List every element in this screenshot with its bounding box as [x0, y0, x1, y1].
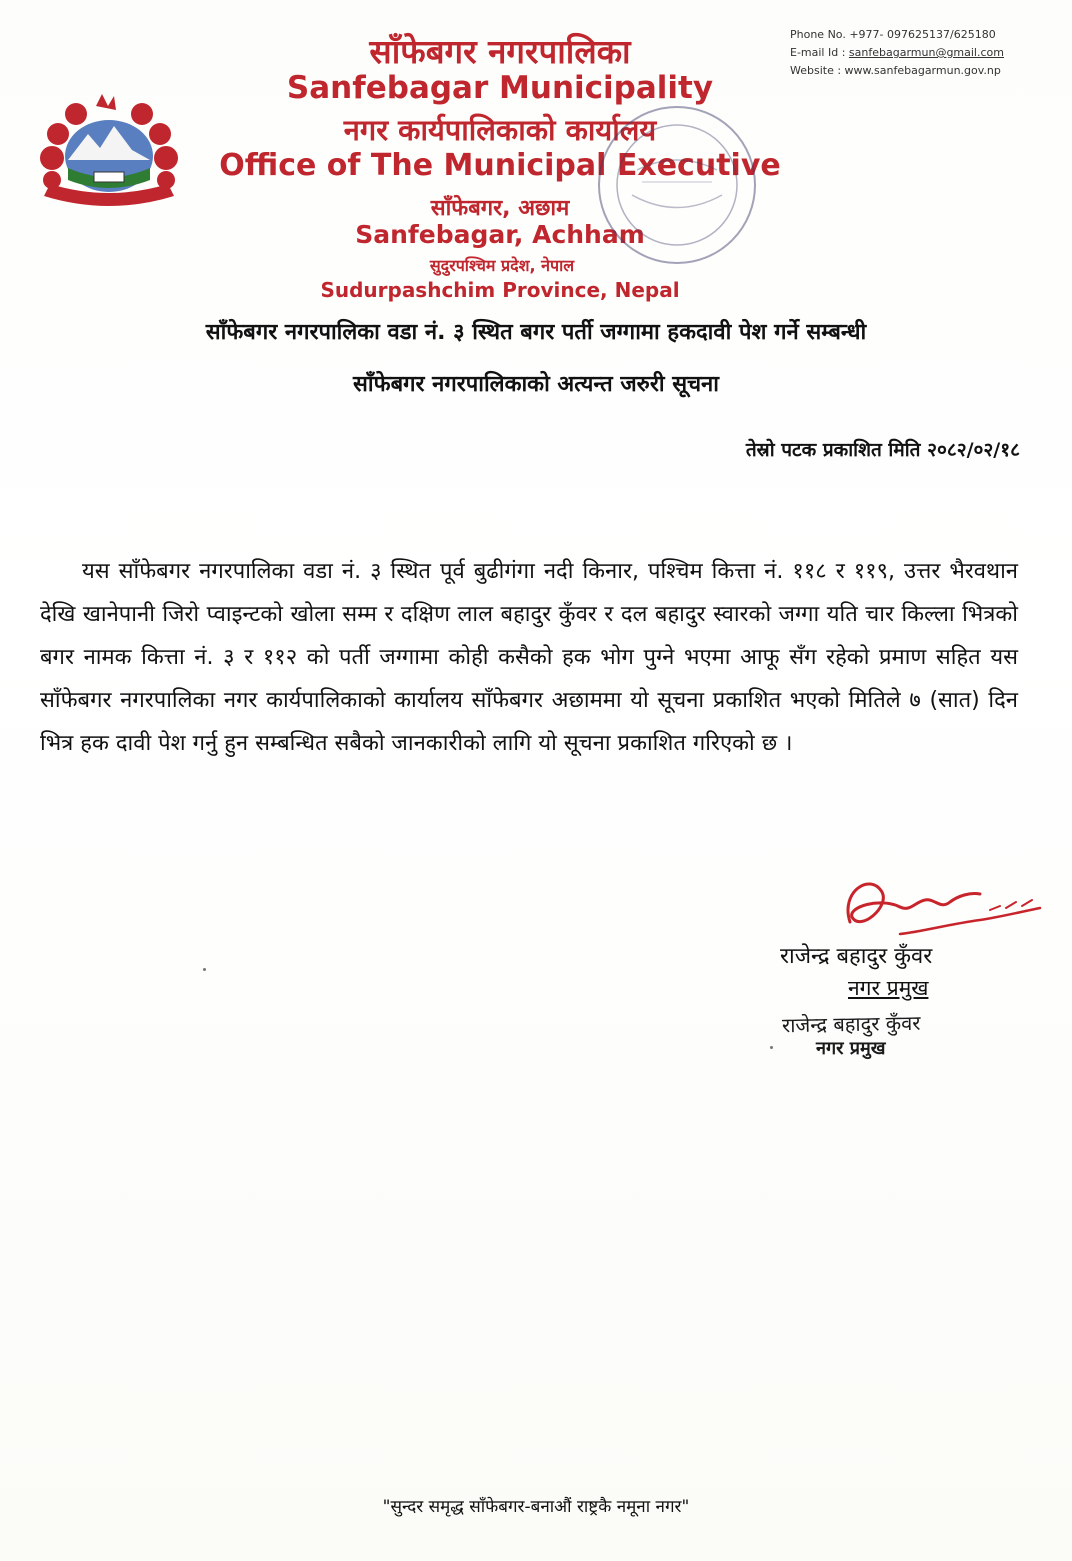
footer-motto: "सुन्दर समृद्ध साँफेबगर-बनाऔं राष्ट्रकै नमूना नगर" [382, 1497, 690, 1517]
contact-block [790, 26, 1004, 80]
email-label: E-mail Id : [790, 46, 849, 59]
published-date: तेस्रो पटक प्रकाशित मिति २०८२/०२/१८ [745, 439, 1020, 461]
office-stamp-icon [592, 100, 762, 270]
location-np: साँफेबगर, अछाम [430, 196, 570, 221]
municipality-name-np: साँफेबगर नगरपालिका [369, 32, 631, 71]
ink-speck [203, 968, 206, 971]
notice-subject-line-2: साँफेबगर नगरपालिकाको अत्यन्त जरुरी सूचना [353, 372, 719, 397]
website-line[interactable]: Website : www.sanfebagarmun.gov.np [790, 64, 1001, 77]
municipality-name-en: Sanfebagar Municipality [286, 70, 714, 106]
province-np: सुदुरपश्चिम प्रदेश, नेपाल [429, 256, 575, 275]
signatory-name: राजेन्द्र बहादुर कुँवर [780, 944, 933, 969]
province-en: Sudurpashchim Province, Nepal [320, 278, 680, 302]
phone-number: Phone No. +977- 097625137/625180 [790, 28, 996, 41]
signatory-post: नगर प्रमुख [848, 976, 929, 1000]
nepal-emblem-icon [34, 88, 184, 216]
signatory-stamp-post: नगर प्रमुख [816, 1038, 886, 1059]
ink-speck [770, 1046, 773, 1049]
signatory-stamp-name: राजेन्द्र बहादुर कुँवर [781, 1010, 921, 1038]
email-line [790, 44, 1004, 62]
notice-subject-line-1: साँफेबगर नगरपालिका वडा नं. ३ स्थित बगर पर्ती जग्गामा हकदावी पेश गर्ने सम्बन्धी [205, 320, 867, 345]
location-en: Sanfebagar, Achham [355, 220, 645, 249]
office-name-np: नगर कार्यपालिकाको कार्यालय [343, 113, 657, 147]
office-name-en: Office of The Municipal Executive [219, 148, 781, 183]
signature-icon [830, 862, 1060, 952]
notice-body: यस साँफेबगर नगरपालिका वडा नं. ३ स्थित पूर्व बुढीगंगा नदी किनार, पश्चिम कित्ता नं. ११८ र ११९, उत्तर भैरवथान देखि खानेपानी जिरो प्वाइन्टको खोला सम्म र दक्षिण लाल बहादुर कुँवर र दल बहादुर स्वारको जग्गा यति चार किल्ला भित्रको बगर नामक कित्ता नं. ३ र ११२ को पर्ती जग्गामा कोही कसैको हक भोग पुग्ने भएमा आफू सँग रहेको प्रमाण सहित यस साँफेबगर नगरपालिका नगर कार्यपालिकाको कार्यालय साँफेबगर अछाममा यो सूचना प्रकाशित भएको मितिले ७ (सात) दिन भित्र हक दावी पेश गर्नु हुन सम्बन्धित सबैको जानकारीको लागि यो सूचना प्रकाशित गरिएको छ । [40, 559, 1018, 756]
email-link[interactable]: sanfebagarmun@gmail.com [848, 46, 1004, 59]
